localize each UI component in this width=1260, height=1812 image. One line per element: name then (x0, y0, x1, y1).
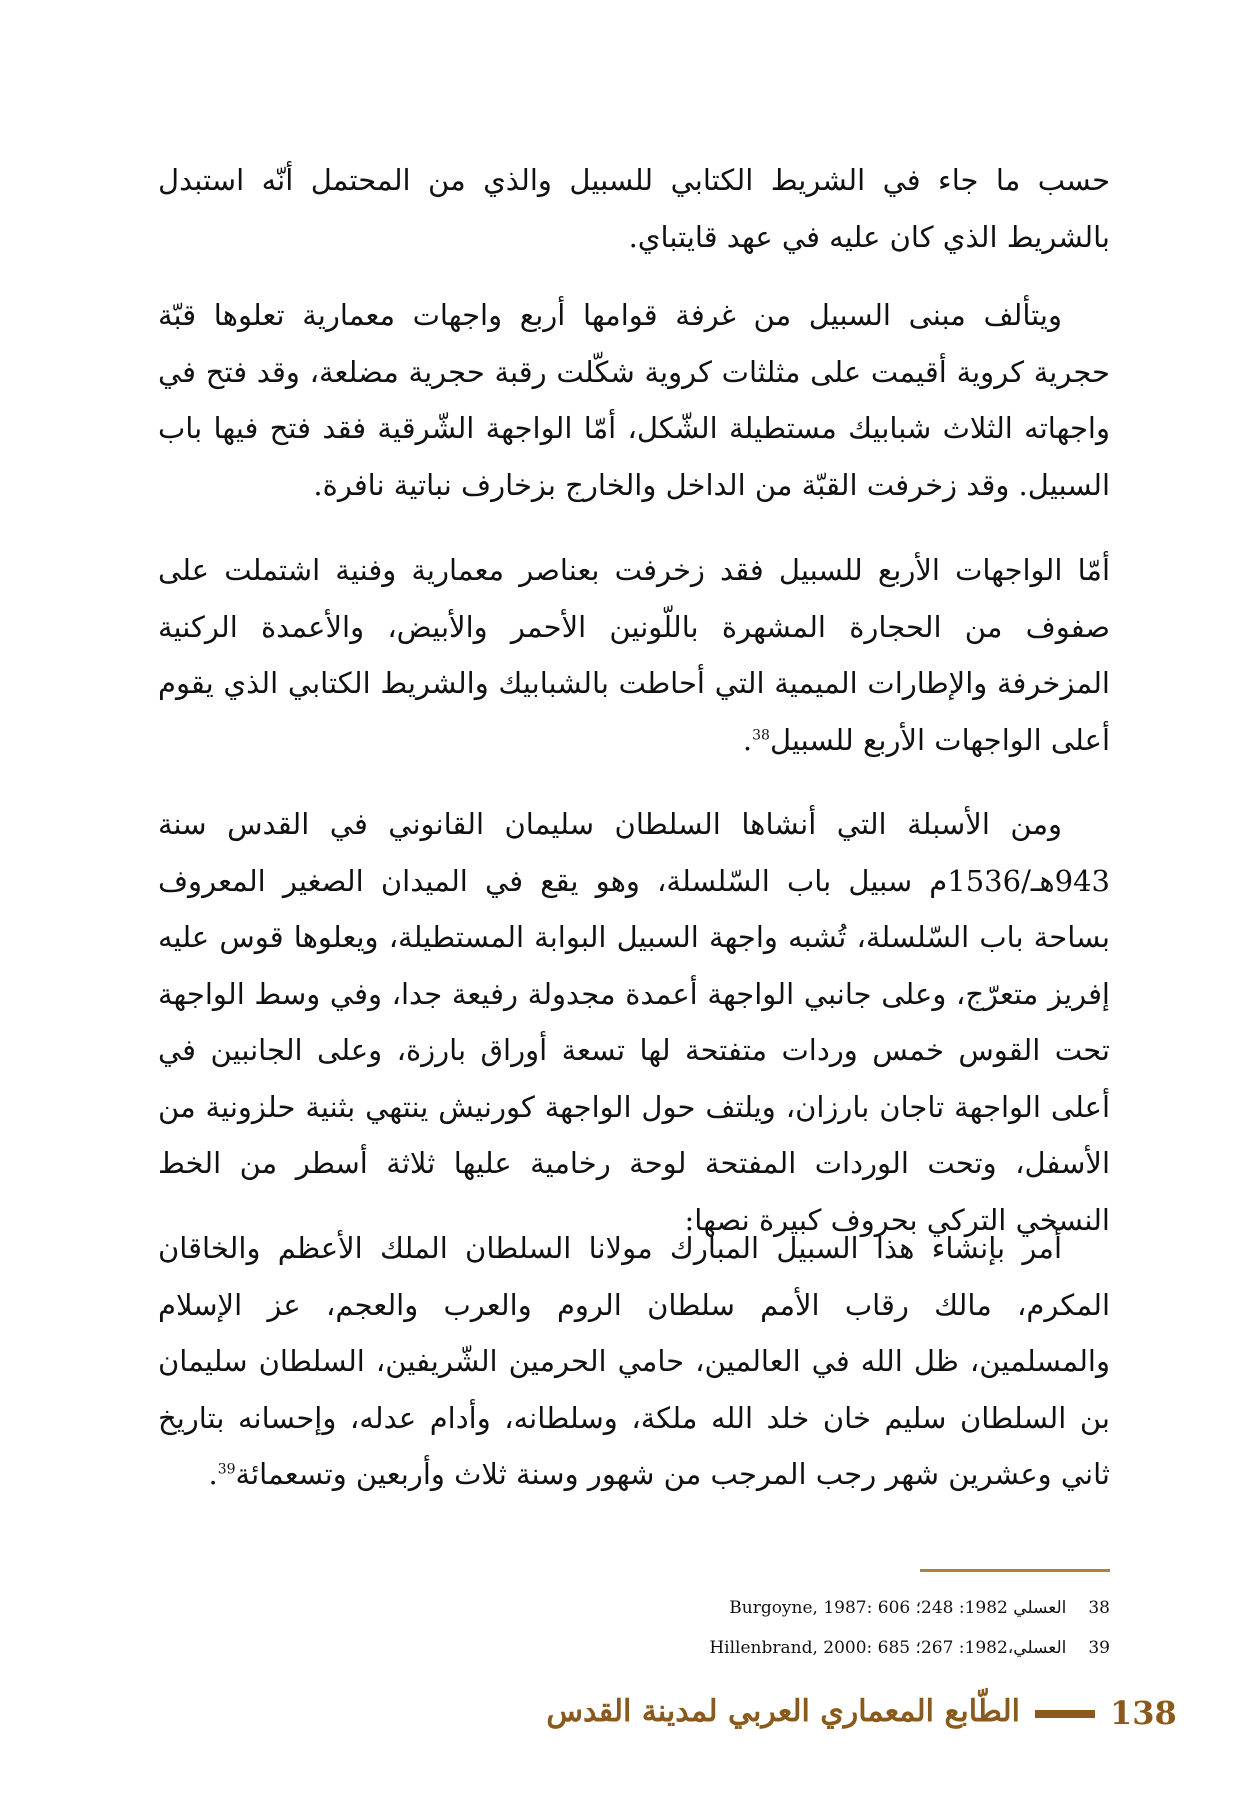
footnote-text: العسلي،1982: 267؛ Hillenbrand, 2000: 685 (709, 1638, 1067, 1658)
paragraph-1: حسب ما جاء في الشريط الكتابي للسبيل والذي من المحتمل أنّه استبدل بالشريط الذي كان عليه في عهد قايتباي. (158, 163, 1110, 254)
footnote-divider (920, 1569, 1110, 1572)
footnote-number: 39 (1088, 1638, 1110, 1658)
footnote-39 (500, 1637, 1110, 1659)
footnote-text: العسلي 1982: 248؛ Burgoyne, 1987: 606 (729, 1598, 1067, 1618)
paragraph-2: ويتألف مبنى السبيل من غرفة قوامها أربع واجهات معمارية تعلوها قبّة حجرية كروية أقيمت على مثلثات كروية شكّلت رقبة حجرية مضلعة، وقد فتح في واجهاته الثلاث شبابيك مستطيلة الشّكل، أمّا الواجهة الشّرقية فقد فتح فيها باب السبيل. وقد زخرفت القبّة من الداخل والخارج بزخارف نباتية نافرة. (158, 298, 1110, 502)
paragraph-5 (158, 1220, 1110, 1503)
paragraph-3-end-mark: . (742, 722, 753, 757)
note-ref-39: 39 (217, 1461, 236, 1478)
paragraph-3 (158, 542, 1110, 768)
paragraph-5-text: أمر بإنشاء هذا السبيل المبارك مولانا السلطان الملك الأعظم والخاقان المكرم، مالك رقاب الأمم سلطان الروم والعرب والعجم، عز الإسلام والمسلمين، ظل الله في العالمين، حامي الحرمين الشّريفين، السلطان سليمان بن السلطان سليم خان خلد الله ملكة، وسلطانه، وأدام عدله، وإحسانه بتاريخ ثاني وعشرين شهر رجب المرجب من شهور وسنة ثلاث وأربعين وتسعمائة (158, 1231, 1110, 1491)
running-title: الطّابع المعماري العربي لمدينة القدس (546, 1694, 1020, 1729)
footer-bar (1035, 1710, 1095, 1718)
footnote-38 (500, 1597, 1110, 1619)
note-ref-38: 38 (752, 726, 770, 743)
paragraph-5-end-mark: . (208, 1457, 218, 1491)
page-number: 138 (1110, 1694, 1177, 1732)
footnote-number: 38 (1088, 1598, 1110, 1618)
paragraph-4: ومن الأسبلة التي أنشاها السلطان سليمان القانوني في القدس سنة 943هـ/1536م سبيل باب السّلسلة، وهو يقع في الميدان الصغير المعروف بساحة باب السّلسلة، تُشبه واجهة السبيل البوابة المستطيلة، ويعلوها قوس عليه إفريز متعرّج، وعلى جانبي الواجهة أعمدة مجدولة رفيعة جدا، وفي وسط الواجهة تحت القوس خمس وردات متفتحة لها تسعة أوراق بارزة، وعلى الجانبين في أعلى الواجهة تاجان بارزان، ويلتف حول الواجهة كورنيش ينتهي بثنية حلزونية من الأسفل، وتحت الوردات المفتحة لوحة رخامية عليها ثلاثة أسطر من الخط النسخي التركي بحروف كبيرة نصها: (158, 807, 1110, 1237)
paragraph-3-text: أمّا الواجهات الأربع للسبيل فقد زخرفت بعناصر معمارية وفنية اشتملت على صفوف من الحجارة المشهرة باللّونين الأحمر والأبيض، والأعمدة الركنية المزخرفة والإطارات الميمية التي أحاطت بالشبابيك والشريط الكتابي الذي يقوم أعلى الواجهات الأربع للسبيل (158, 553, 1110, 757)
